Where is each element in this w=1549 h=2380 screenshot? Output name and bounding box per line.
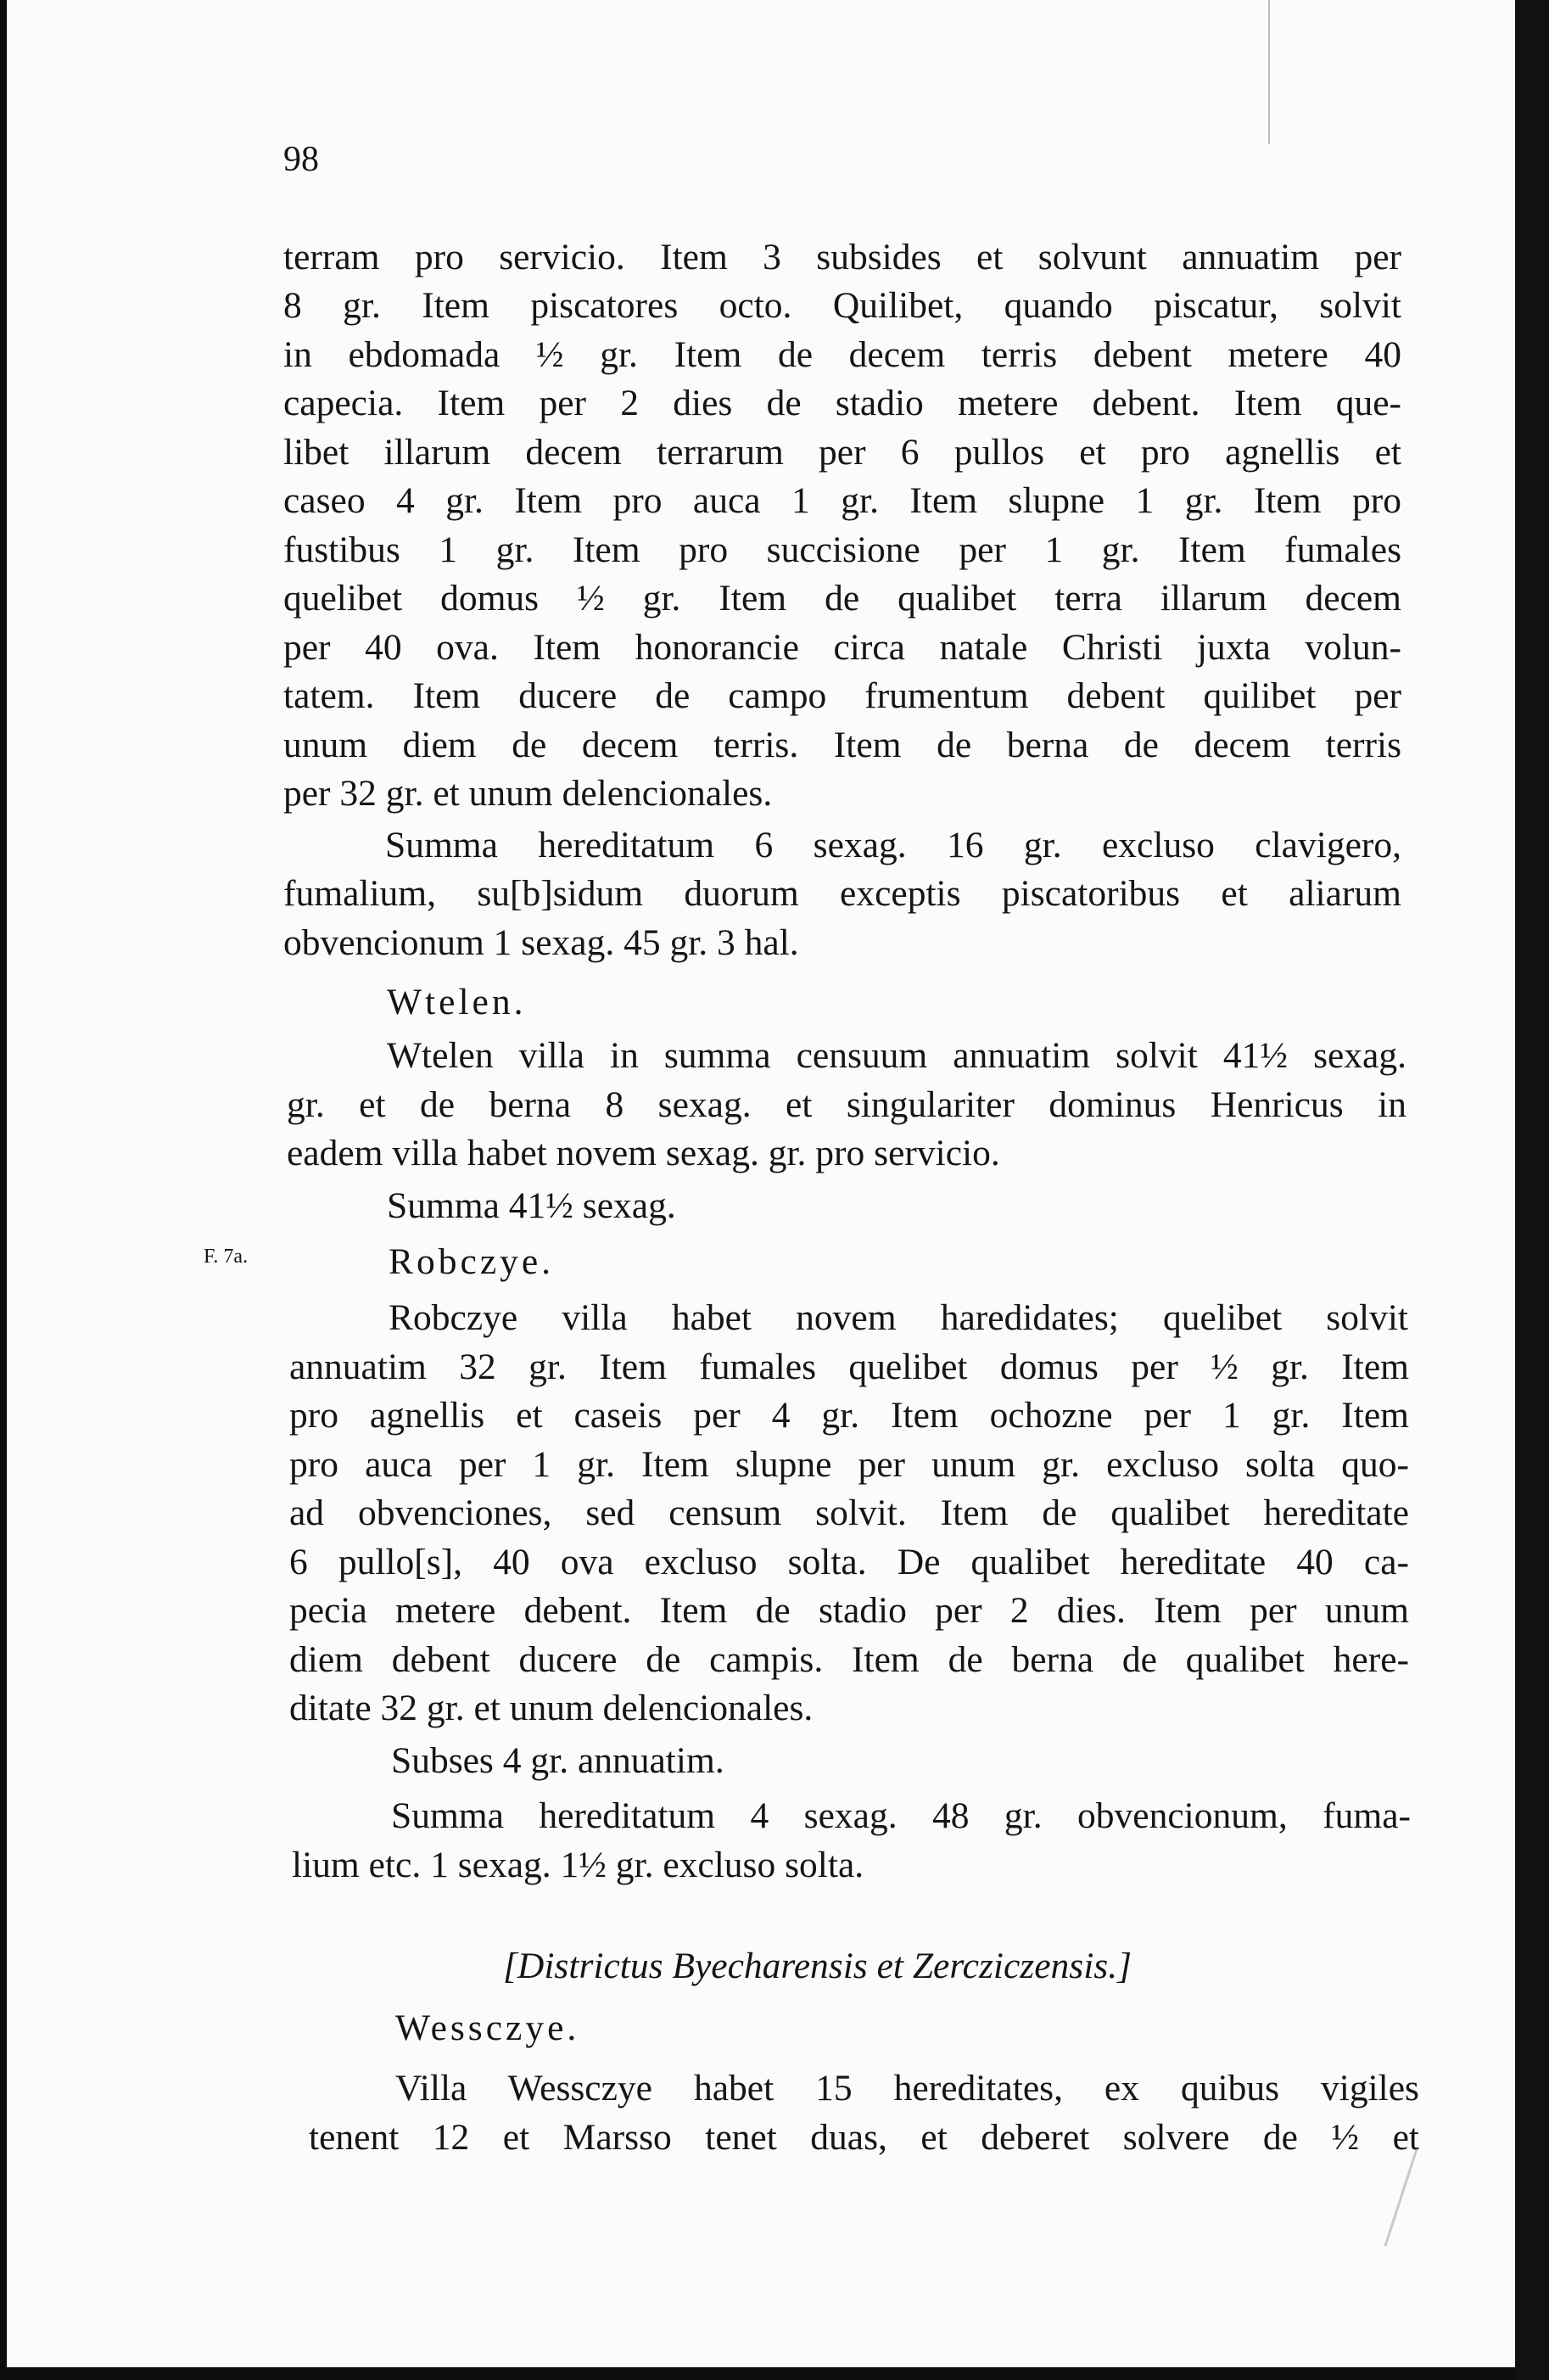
text-line: in ebdomada ½ gr. Item de decem terris debent metere 40: [283, 334, 1401, 375]
text-line: lium etc. 1 sexag. 1½ gr. excluso solta.: [292, 1845, 864, 1885]
text-line: 6 pullo[s], 40 ova excluso solta. De qualibet hereditate 40 ca-: [289, 1542, 1409, 1582]
text-line: Robczye villa habet novem haredidates; quelibet solvit: [389, 1297, 1408, 1338]
text-line: fumalium, su[b]sidum duorum exceptis piscatoribus et aliarum: [283, 873, 1401, 914]
text-line: annuatim 32 gr. Item fumales quelibet domus per ½ gr. Item: [289, 1347, 1409, 1387]
text-line: pro auca per 1 gr. Item slupne per unum gr. excluso solta quo-: [289, 1444, 1409, 1485]
text-line: Wtelen villa in summa censuum annuatim solvit 41½ sexag.: [387, 1035, 1406, 1076]
text-line: caseo 4 gr. Item pro auca 1 gr. Item slupne 1 gr. Item pro: [283, 480, 1401, 521]
text-line: terram pro servicio. Item 3 subsides et solvunt annuatim per: [283, 237, 1401, 277]
text-line: Summa hereditatum 4 sexag. 48 gr. obvencionum, fuma-: [391, 1795, 1411, 1836]
folio-margin-note: F. 7a.: [204, 1246, 249, 1268]
text-line: tatem. Item ducere de campo frumentum debent quilibet per: [283, 675, 1401, 716]
text-line: unum diem de decem terris. Item de berna de decem terris: [283, 725, 1401, 765]
page-number: 98: [283, 140, 319, 179]
text-line: gr. et de berna 8 sexag. et singulariter dominus Henricus in: [287, 1084, 1406, 1125]
page-text: [7, 0, 1515, 2367]
text-line: tenent 12 et Marsso tenet duas, et deberet solvere de ½ et: [309, 2117, 1419, 2158]
section-heading-wtelen: Wtelen.: [387, 982, 527, 1022]
text-line: ad obvenciones, sed censum solvit. Item de qualibet hereditate: [289, 1492, 1409, 1533]
section-heading-robczye: Robczye.: [389, 1241, 555, 1282]
text-line: libet illarum decem terrarum per 6 pullos et pro agnellis et: [283, 432, 1401, 473]
summa-wtelen: Summa 41½ sexag.: [387, 1185, 676, 1226]
text-line: 8 gr. Item piscatores octo. Quilibet, quando piscatur, solvit: [283, 285, 1401, 326]
text-line: per 40 ova. Item honorancie circa natale Christi juxta volun-: [283, 627, 1401, 668]
text-line: Villa Wessczye habet 15 hereditates, ex quibus vigiles: [395, 2068, 1419, 2108]
text-line: eadem villa habet novem sexag. gr. pro servicio.: [287, 1133, 1000, 1173]
subses-line: Subses 4 gr. annuatim.: [391, 1740, 724, 1781]
scan-border: [1515, 0, 1549, 2380]
text-line: quelibet domus ½ gr. Item de qualibet terra illarum decem: [283, 578, 1401, 619]
section-heading-wessczye: Wessczye.: [395, 2008, 580, 2048]
text-line: pro agnellis et caseis per 4 gr. Item ochozne per 1 gr. Item: [289, 1395, 1409, 1436]
text-line: obvencionum 1 sexag. 45 gr. 3 hal.: [283, 922, 799, 963]
district-heading: [Districtus Byecharensis et Zercziczensis.]: [503, 1946, 1132, 1986]
text-line: fustibus 1 gr. Item pro succisione per 1 gr. Item fumales: [283, 529, 1401, 570]
text-line: capecia. Item per 2 dies de stadio metere debent. Item que-: [283, 383, 1401, 423]
text-line: ditate 32 gr. et unum delencionales.: [289, 1688, 814, 1728]
text-line: diem debent ducere de campis. Item de berna de qualibet here-: [289, 1639, 1409, 1680]
text-line: per 32 gr. et unum delencionales.: [283, 773, 773, 814]
text-line: pecia metere debent. Item de stadio per 2 dies. Item per unum: [289, 1590, 1409, 1631]
text-line: Summa hereditatum 6 sexag. 16 gr. excluso clavigero,: [385, 825, 1401, 865]
scanned-page: [7, 0, 1515, 2367]
